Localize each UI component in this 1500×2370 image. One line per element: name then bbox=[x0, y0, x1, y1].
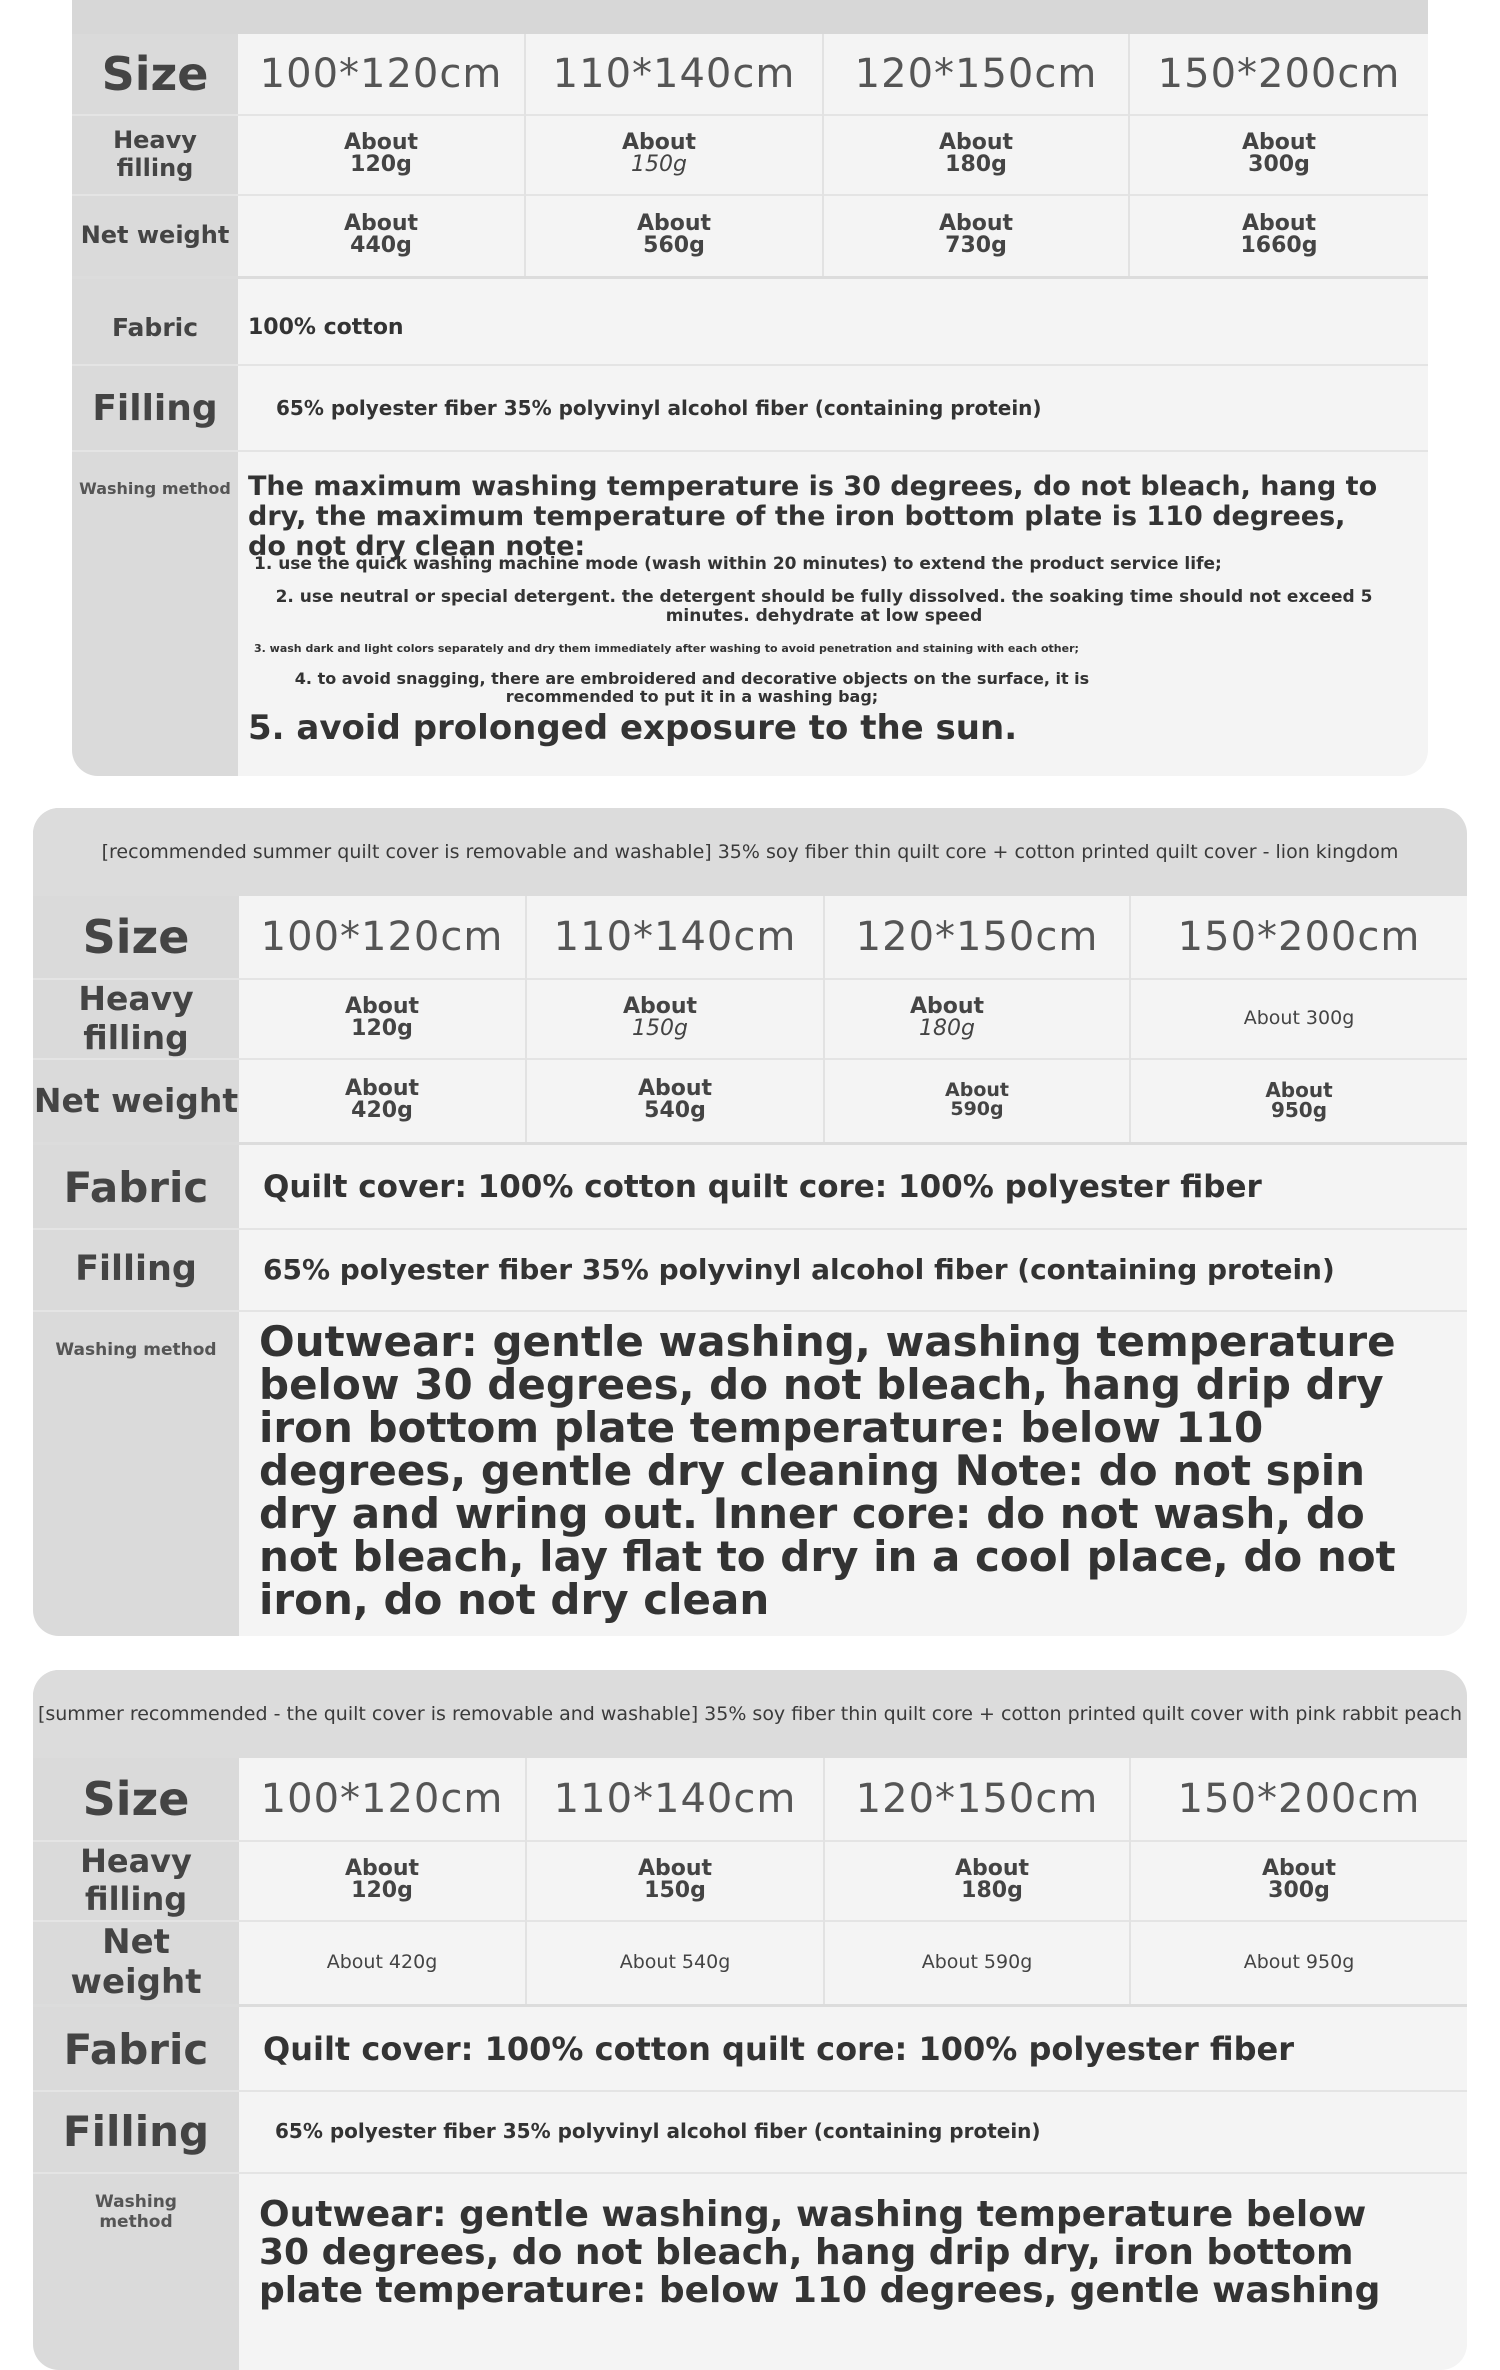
size-cell: 110*140cm bbox=[527, 1758, 825, 1840]
size-cell: 120*150cm bbox=[825, 896, 1131, 978]
heavy-filling-row bbox=[72, 114, 1428, 196]
spec-panel-lion-kingdom bbox=[33, 808, 1467, 1636]
filling-cell: About 300g bbox=[1261, 1856, 1337, 1903]
spec-panel-forest-lion bbox=[72, 0, 1428, 776]
weight-cell: About 950g bbox=[1265, 1078, 1333, 1122]
size-cell: 100*120cm bbox=[238, 34, 526, 114]
size-cell: 110*140cm bbox=[527, 896, 825, 978]
size-cell: 120*150cm bbox=[825, 1758, 1131, 1840]
wash-note-3: 3. wash dark and light colors separately and dry them immediately after washing to avoid penetration and staining with each other; bbox=[254, 642, 1079, 655]
panel-header bbox=[33, 1670, 1467, 1758]
washing-instructions: The maximum washing temperature is 30 degrees, do not bleach, hang to dry, the maximum temperature of the iron bottom plate is 110 degrees, do not dry clean note: bbox=[248, 471, 1378, 562]
panel-title-bar bbox=[72, 0, 1428, 34]
filling-value: 65% polyester fiber 35% polyvinyl alcohol fiber (containing protein) bbox=[276, 396, 1042, 420]
washing-instructions: Outwear: gentle washing, washing temperature below 30 degrees, do not bleach, hang drip dry, iron bottom plate temperature: below 110 degrees, gentle washing bbox=[259, 2194, 1381, 2311]
heavy-filling-row bbox=[33, 978, 1467, 1060]
size-label: Size bbox=[101, 47, 209, 101]
weight-cell: About 590g bbox=[825, 1920, 1131, 2004]
filling-cell: About 120g bbox=[239, 978, 527, 1058]
size-row bbox=[33, 896, 1467, 980]
filling-label: Filling bbox=[75, 1249, 197, 1289]
heavy-filling-label: Heavy filling bbox=[113, 126, 197, 182]
net-weight-row bbox=[33, 1920, 1467, 2007]
size-cell: 100*120cm bbox=[239, 896, 527, 978]
weight-cell: About 1660g bbox=[1240, 211, 1318, 258]
filling-value: 65% polyester fiber 35% polyvinyl alcohol fiber (containing protein) bbox=[263, 1252, 1335, 1286]
heavy-filling-label: Heavy filling bbox=[78, 979, 194, 1057]
weight-cell: About 540g bbox=[527, 1920, 825, 2004]
wash-note-4: 4. to avoid snagging, there are embroidered and decorative objects on the surface, it is recommended to put it in a washing bag; bbox=[294, 669, 1090, 706]
weight-cell: About 420g bbox=[239, 1920, 527, 2004]
wash-note-5: 5. avoid prolonged exposure to the sun. bbox=[248, 708, 1018, 748]
wash-note-1: 1. use the quick washing machine mode (wash within 20 minutes) to extend the product service life; bbox=[254, 554, 1222, 574]
filling-row bbox=[72, 366, 1428, 452]
filling-cell: About 120g bbox=[239, 1840, 527, 1920]
fabric-value: Quilt cover: 100% cotton quilt core: 100% polyester fiber bbox=[263, 1169, 1262, 1205]
fabric-row bbox=[33, 1146, 1467, 1230]
size-cell: 150*200cm bbox=[1177, 1776, 1421, 1822]
weight-cell: About 420g bbox=[239, 1058, 527, 1142]
filling-row bbox=[33, 1228, 1467, 1312]
size-row bbox=[33, 1758, 1467, 1842]
net-weight-row bbox=[72, 194, 1428, 279]
panel-header-text: [summer recommended - the quilt cover is removable and washable] 35% soy fiber thin quilt core + cotton printed quilt cover with pink rabbit peach bbox=[37, 1703, 1463, 1725]
weight-cell: About 730g bbox=[824, 194, 1130, 276]
filling-cell: About 180g bbox=[824, 114, 1130, 194]
weight-cell: About 540g bbox=[527, 1058, 825, 1142]
size-label: Size bbox=[82, 1772, 190, 1826]
spec-panel-pink-rabbit-peach bbox=[33, 1670, 1467, 2370]
panel-header-text: [recommended summer quilt cover is removable and washable] 35% soy fiber thin quilt core + cotton printed quilt cover - lion kingdom bbox=[101, 841, 1399, 863]
size-label: Size bbox=[82, 910, 190, 964]
net-weight-label: Net weight bbox=[80, 221, 230, 249]
filling-label: Filling bbox=[62, 2106, 210, 2156]
filling-value: 65% polyester fiber 35% polyvinyl alcohol fiber (containing protein) bbox=[275, 2119, 1041, 2143]
washing-method-label: Washing method bbox=[55, 1340, 217, 1360]
heavy-filling-label: Heavy filling bbox=[80, 1842, 192, 1918]
size-cell: 110*140cm bbox=[526, 34, 824, 114]
filling-cell: About 180g bbox=[825, 978, 1131, 1058]
fabric-label: Fabric bbox=[63, 2024, 209, 2074]
filling-cell: About 150g bbox=[527, 978, 825, 1058]
fabric-value: Quilt cover: 100% cotton quilt core: 100% polyester fiber bbox=[263, 2030, 1294, 2068]
weight-cell: About 590g bbox=[825, 1058, 1131, 1142]
filling-label: Filling bbox=[92, 387, 218, 429]
panel-header bbox=[33, 808, 1467, 896]
filling-cell: About 150g bbox=[527, 1840, 825, 1920]
washing-method-label: Washing method bbox=[95, 2192, 177, 2232]
size-cell: 100*120cm bbox=[239, 1758, 527, 1840]
weight-cell: About 440g bbox=[238, 194, 526, 276]
fabric-row bbox=[33, 2008, 1467, 2092]
fabric-row bbox=[72, 290, 1428, 366]
net-weight-row bbox=[33, 1058, 1467, 1145]
filling-cell: About 120g bbox=[238, 114, 526, 194]
weight-cell: About 560g bbox=[526, 194, 824, 276]
weight-cell: About 950g bbox=[1243, 1950, 1355, 1973]
washing-method-label: Washing method bbox=[79, 479, 231, 498]
size-cell: 150*200cm bbox=[1177, 914, 1421, 960]
filling-cell: About 300g bbox=[1241, 130, 1317, 177]
filling-cell: About 300g bbox=[1243, 1006, 1355, 1029]
size-row bbox=[72, 34, 1428, 116]
filling-cell: About 150g bbox=[526, 114, 824, 194]
wash-note-2: 2. use neutral or special detergent. the detergent should be fully dissolved. the soaking time should not exceed 5 minutes. dehydrate at low speed bbox=[275, 587, 1373, 626]
heavy-filling-row bbox=[33, 1840, 1467, 1922]
filling-row bbox=[33, 2090, 1467, 2174]
net-weight-label: Net weight bbox=[33, 1080, 239, 1120]
net-weight-label: Net weight bbox=[70, 1922, 202, 2002]
filling-cell: About 180g bbox=[825, 1840, 1131, 1920]
size-cell: 120*150cm bbox=[824, 34, 1130, 114]
fabric-label: Fabric bbox=[111, 312, 199, 342]
washing-instructions: Outwear: gentle washing, washing temperature below 30 degrees, do not bleach, hang drip dry iron bottom plate temperature: below 110 degrees, gentle dry cleaning Note: do not spin dry and wring out. Inner core: do not wash, do not bleach, lay flat to dry in a cool place, do not iron, do not dry clean bbox=[259, 1317, 1396, 1624]
fabric-label: Fabric bbox=[63, 1162, 209, 1212]
size-cell: 150*200cm bbox=[1157, 51, 1401, 97]
fabric-value: 100% cotton bbox=[248, 314, 404, 340]
